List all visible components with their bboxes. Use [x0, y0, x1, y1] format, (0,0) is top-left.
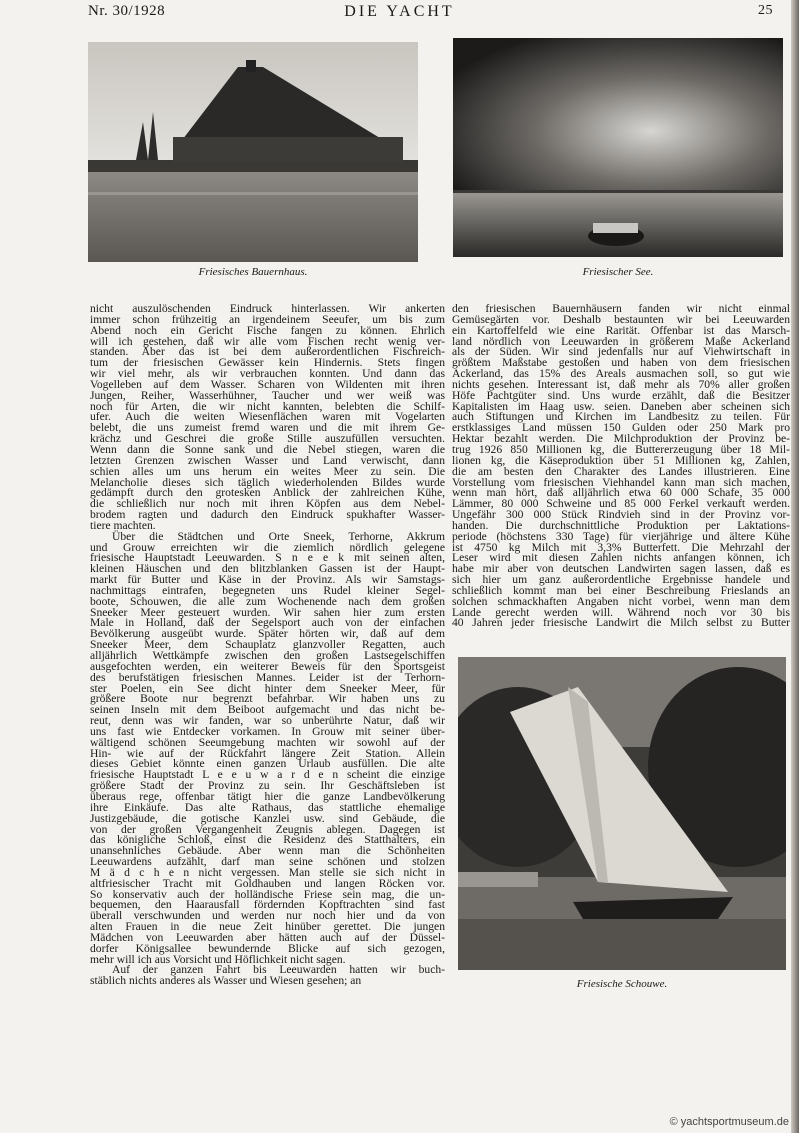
- text-line: Male in Holland, daß der Segelsport auch von der einfachen: [90, 616, 445, 630]
- text-line: alten Frauen in die neue Zeit hinüber gerettet. Die jungen: [90, 920, 445, 934]
- text-line: belebt, die uns zumeist fremd waren und die mit ihrem Ge-: [90, 421, 445, 435]
- text-line: nachmittags eintrafen, begegneten uns Rudel kleiner Segel-: [90, 583, 445, 597]
- text-line: letzten Grenzen zwischen Wasser und Land verwischt, dann: [90, 453, 445, 467]
- text-line: die schließlich nur noch mit ihren Köpfen aus dem Nebel-: [90, 497, 445, 511]
- text-line: handen. Die durchschnittliche Produktion per Laktations-: [452, 518, 790, 532]
- text-line: kleinen Häuschen und den blitzblanken Gassen ist der Haupt-: [90, 562, 445, 576]
- text-line: friesische Hauptstadt L e e u w a r d e n scheint die einzige: [90, 768, 445, 782]
- text-line: Sneeker Meer gesteuert wurden. Wir sahen hier zum ersten: [90, 605, 445, 619]
- text-line: Kapitalisten im Haag usw. seien. Daneben aber scheinen sich: [452, 399, 790, 413]
- text-line: wältigend schönen Seeumgebung machten wir sowohl auf der: [90, 735, 445, 749]
- text-line: des berufstätigen friesischen Mannes. Leider ist der Terhorn-: [90, 670, 445, 684]
- text-line: Vorstellung vom friesischen Viehhandel kann man sich machen,: [452, 475, 790, 489]
- page-edge-shadow: [791, 0, 799, 1133]
- text-line: Vogelleben auf dem Wasser. Scharen von Wildenten mit ihren: [90, 377, 445, 391]
- text-line: ufer. Auch die weiten Wiesenflächen waren mit Vogelarten: [90, 410, 445, 424]
- text-line: überaus rege, offenbar tätigt hier die ganze Landbevölkerung: [90, 789, 445, 803]
- text-line: dieses Gebiet könnte einen ganzen Urlaub ausfüllen. Die alte: [90, 757, 445, 771]
- caption-photo3: Friesische Schouwe.: [576, 978, 668, 990]
- text-line: Lande gerecht werden will. Während noch vor 30 bis: [452, 605, 790, 619]
- page-number: 25: [758, 3, 773, 18]
- text-line: periode (höchstens 330 Tage) für vierjährige und ältere Kühe: [452, 529, 790, 543]
- text-line: tiere machten.: [90, 518, 156, 532]
- text-line: Hin- wie auf der Rückfahrt längere Zeit Station. Allein: [90, 746, 445, 760]
- text-line: Gemüsegärten vor. Deshalb bestaunten wir bei Leeuwarden: [452, 312, 790, 326]
- text-line: Jungen, Reiher, Wasserhühner, Taucher und wer weiß was: [90, 388, 445, 402]
- text-line: seinen Inseln mit dem Beiboot aufgemacht und das nicht be-: [90, 703, 445, 717]
- text-line: immer schon frühzeitig an irgendeinem Seeufer, um bis zum: [90, 312, 445, 326]
- text-line: Leser wird mit diesen Zahlen nichts anfangen können, ich: [452, 551, 790, 565]
- text-line: Höfe Pachtgüter sind. Uns wurde erzählt, daß die Besitzer: [452, 388, 790, 402]
- caption-photo2: Friesischer See.: [582, 266, 654, 278]
- text-line: größere Stadt der Provinz zu sein. Ihr Geschäftsleben ist: [90, 779, 445, 793]
- text-line: M ä d c h e n nicht vergessen. Man stelle sie sich nicht in: [90, 865, 445, 879]
- text-line: Bevölkerung ausgeübt wurde. Später hörten wir, daß auf dem: [90, 627, 445, 641]
- text-line: unansehnliches Gebäude. Aber wenn man die Schönheiten: [90, 844, 445, 858]
- text-line: habe mir aber von deutschen Landwirten sagen lassen, daß es: [452, 562, 790, 576]
- text-line: Melancholie dieses sich täglich wiederholenden Bildes wurde: [90, 475, 445, 489]
- article-right-column: [452, 304, 790, 629]
- text-line: als der Süden. Wir sind jedenfalls nur auf Viehwirtschaft in: [452, 345, 790, 359]
- text-line: will ich gestehen, daß wir alle vom Fischen recht wenig ver-: [90, 334, 445, 348]
- text-line: auch Stiftungen und Kirchen im Landbesitz zu teilen. Für: [452, 410, 790, 424]
- magazine-title: DIE YACHT: [344, 3, 455, 20]
- text-line: uns fast wie Entdecker vorkamen. In Grouw mit seiner über-: [90, 724, 445, 738]
- watermark: © yachtsportmuseum.de: [669, 1116, 789, 1128]
- text-line: schien alles um uns herum ein weites Meer zu sein. Die: [90, 464, 445, 478]
- text-line: größtem Maßstabe gestoßen und haben von dem friesischen: [452, 356, 790, 370]
- text-line: tum der friesischen Gewässer kein Hindernis. Stets fingen: [90, 356, 445, 370]
- text-line: schließlich kommt man bei einer Beschreibung Frieslands an: [452, 583, 790, 597]
- article-left-column: [90, 304, 445, 987]
- text-line: Wenn dann die Sonne sank und die Nebel stiegen, waren die: [90, 442, 445, 456]
- text-line: ihre Einkäufe. Das alte Rathaus, das stattliche ehemalige: [90, 800, 445, 814]
- text-line: Justizgebäude, die gotische Kanzlei usw. sind Gebäude, die: [90, 811, 445, 825]
- text-line: krächz und Geschrei die große Stille auszufüllen versuchten.: [90, 432, 445, 446]
- text-line: boote, Schouwen, die alle zum Wochenende nach dem großen: [90, 594, 445, 608]
- text-line: Lämmer, 80 000 Schweine und 85 000 Ferkel verkauft werden.: [452, 497, 790, 511]
- photo-lake: [453, 38, 783, 257]
- text-line: reut, denn was wir fanden, war so unberührte Natur, daß wir: [90, 714, 445, 728]
- text-line: noch für Arten, die wir nicht kannten, belebten die Schilf-: [90, 399, 445, 413]
- text-line: altfriesischer Tracht mit Goldhauben und langen Röcken vor.: [90, 876, 445, 890]
- text-line: Auf der ganzen Fahrt bis Leeuwarden hatten wir buch-: [112, 963, 445, 977]
- text-line: brodem ragten und dadurch den Eindruck spukhafter Wasser-: [90, 508, 445, 522]
- text-line: alljährlich Wettkämpfe zwischen den großen Lastsegelschiffen: [90, 649, 445, 662]
- text-line: wir viel mehr, als wir verbrauchen konnten. Und dann das: [90, 367, 445, 381]
- text-line: mehr will ich aus Vorsicht und Höflichkeit nicht sagen.: [90, 952, 346, 966]
- text-line: bequemen, den Haarausfall fördernden Kopftrachten sind fast: [90, 898, 445, 912]
- text-line: trug 1926 850 Millionen kg, die Buttererzeugung über 18 Mil-: [452, 442, 790, 456]
- text-line: Sneeker Meer, dem Schauplatz glanzvoller Regatten, auch: [90, 638, 445, 652]
- text-line: Hektar bezahlt werden. Die Milchproduktion der Provinz be-: [452, 432, 790, 446]
- text-line: standen. Aber das ist bei dem außerordentlichen Fischreich-: [90, 345, 445, 359]
- text-line: 40 Jahren jeder friesische Landwirt die Milch selbst zu Butter: [452, 616, 790, 630]
- text-line: lionen kg, die Käseproduktion über 51 Millionen kg, Zahlen,: [452, 453, 790, 467]
- text-line: solchen schmackhaften Angaben nicht vorbei, wenn man dem: [452, 594, 790, 608]
- text-line: nicht auszulöschenden Eindruck hinterlassen. Wir ankerten: [90, 302, 445, 315]
- text-line: gedämpft durch den grotesken Anblick der zahlreichen Kühe,: [90, 486, 445, 500]
- text-line: Ackerland, das 15% des Areals ausmachen soll, so gut wie: [452, 367, 790, 381]
- text-line: ist 4750 kg Milch mit 3,3% Butterfett. Die Mehrzahl der: [452, 540, 790, 554]
- text-line: Über die Städtchen und Orte Sneek, Terhorne, Akkrum: [112, 529, 445, 543]
- caption-photo1: Friesisches Bauernhaus.: [198, 266, 308, 278]
- text-line: die am besten den Charakter des Landes illustrieren. Eine: [452, 464, 790, 478]
- text-line: Abend noch ein Gericht Fische fangen zu können. Ehrlich: [90, 323, 445, 337]
- text-line: nichts gesehen. Interessant ist, daß mehr als 70% aller großen: [452, 377, 790, 391]
- text-line: von der großen Vergangenheit Zeugnis ablegen. Dagegen ist: [90, 822, 445, 836]
- photo-schouwe-sailboat: [458, 657, 786, 970]
- text-line: So konservativ auch der holländische Friese sein mag, die un-: [90, 887, 445, 901]
- text-line: ein Kartoffelfeld wie eine Rarität. Offenbar ist das Marsch-: [452, 323, 790, 337]
- text-line: dorfer Königsallee bewundernde Blicke auf sich gezogen,: [90, 941, 445, 955]
- issue-number: Nr. 30/1928: [88, 3, 166, 19]
- text-line: den friesischen Bauernhäusern fanden wir nicht einmal: [452, 302, 790, 315]
- text-line: sich hier um ganz außerordentliche Ergebnisse handele und: [452, 573, 790, 587]
- text-line: stäblich nichts anderes als Wasser und Wiesen gesehen; an: [90, 974, 362, 988]
- text-line: Mädchen von Leeuwarden aber hätten auch auf der Düssel-: [90, 930, 445, 944]
- text-line: das königliche Schloß, einst die Residenz des Statthalters, ein: [90, 833, 445, 847]
- text-line: ausgefochten werden, ein weiterer Beweis für den Sportsgeist: [90, 659, 445, 673]
- text-line: ster Poelen, ein See dicht hinter dem Sneeker Meer, für: [90, 681, 445, 695]
- text-line: land nördlich von Leeuwarden in größerem Maße Ackerland: [452, 334, 790, 348]
- text-line: und Grouw erreichten wir die ziemlich nördlich gelegene: [90, 540, 445, 554]
- text-line: Leeuwardens aufzählt, darf man seine schönen und stolzen: [90, 855, 445, 869]
- text-line: größere Boote nur begrenzt befahrbar. Wir haben uns zu: [90, 692, 445, 706]
- text-line: wenn man hört, daß alljährlich etwa 60 000 Schafe, 35 000: [452, 486, 790, 500]
- text-line: überall verschwunden und werden nur noch hier und da von: [90, 909, 445, 923]
- text-line: erstklassiges Land müssen 150 Gulden oder 250 Mark pro: [452, 421, 790, 435]
- photo-farmhouse: [88, 42, 418, 262]
- text-line: Ungefähr 300 000 Stück Rindvieh sind in der Provinz vor-: [452, 508, 790, 522]
- text-line: markt für Butter und Käse in der Provinz. Als wir Samstags-: [90, 573, 445, 587]
- text-line: friesische Hauptstadt Leeuwarden. S n e e k mit seinen alten,: [90, 551, 445, 565]
